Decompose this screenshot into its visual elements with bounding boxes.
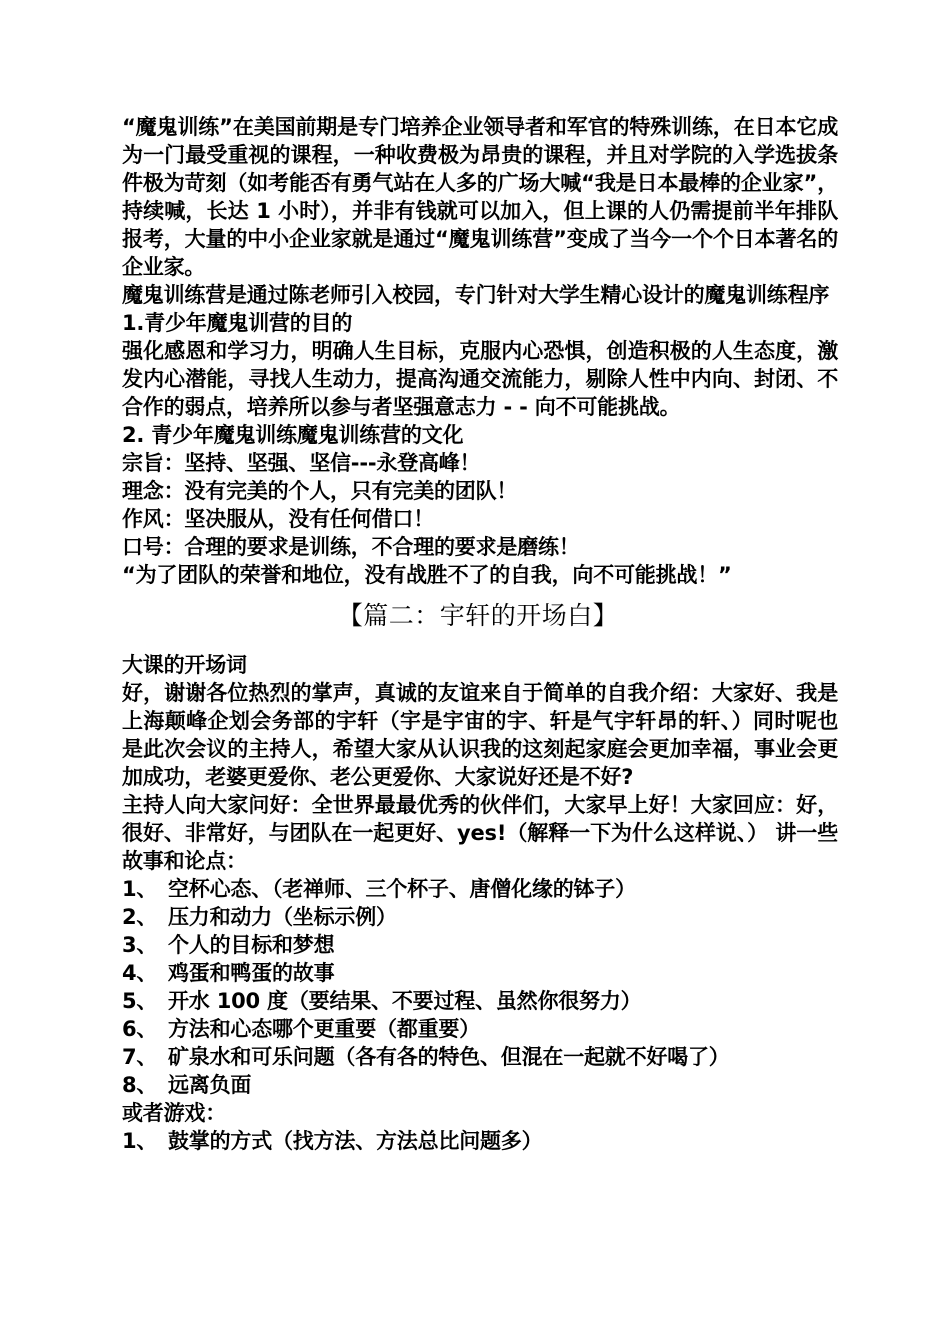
- list-item: 1、 空杯心态、（老禅师、三个杯子、唐僧化缘的钵子）: [122, 877, 636, 901]
- purpose-heading: 1.青少年魔鬼训营的目的: [122, 311, 353, 335]
- tenet-line: 宗旨：坚持、坚强、坚信---永登高峰！: [122, 451, 481, 475]
- document-page: [118, 113, 838, 1155]
- story-list: [118, 875, 838, 1099]
- list-item: 2、 压力和动力（坐标示例）: [122, 905, 397, 929]
- slogan-line: 口号：合理的要求是训练，不合理的要求是磨练！: [122, 535, 580, 559]
- list-item: 8、 远离负面: [122, 1073, 252, 1097]
- concept-line: 理念：没有完美的个人，只有完美的团队！: [122, 479, 518, 503]
- list-item: 1、 鼓掌的方式（找方法、方法总比问题多）: [122, 1129, 543, 1153]
- intro-paragraph: “魔鬼训练”在美国前期是专门培养企业领导者和军官的特殊训练，在日本它成为一门最受重视的课程，一种收费极为昂贵的课程，并且对学院的入学选拔条件极为苛刻（如考能否有勇气站在人多的广场大喊“我是日本最棒的企业家”，持续喊，长达 1 小时），并非有钱就可以加入，但上课的人仍需提前半年排队报考，大量的中小企业家就是通过“魔鬼训练营”变成了当今一个个日本著名的企业家。: [122, 115, 838, 279]
- list-item: 6、 方法和心态哪个更重要（都重要）: [122, 1017, 480, 1041]
- games-heading: 或者游戏：: [122, 1101, 226, 1125]
- culture-heading: 2. 青少年魔鬼训练魔鬼训练营的文化: [122, 423, 464, 447]
- list-item: 5、 开水 100 度（要结果、不要过程、虽然你很努力）: [122, 989, 642, 1013]
- games-list: [118, 1127, 838, 1155]
- style-line: 作风：坚决服从，没有任何借口！: [122, 507, 434, 531]
- opening-subtitle: 大课的开场词: [122, 653, 247, 677]
- purpose-paragraph: 强化感恩和学习力，明确人生目标，克服内心恐惧，创造积极的人生态度，激发内心潜能，寻找人生动力，提高沟通交流能力，剔除人性中内向、封闭、不合作的弱点，培养所以参与者坚强意志力 - - 向不可能挑战。: [122, 339, 838, 419]
- motto-line: “为了团队的荣誉和地位，没有战胜不了的自我，向不可能挑战！”: [122, 563, 732, 587]
- section-title: 【篇二：宇轩的开场白】: [337, 601, 619, 630]
- opening-paragraph: 好，谢谢各位热烈的掌声，真诚的友谊来自于简单的自我介绍：大家好、我是上海颠峰企划会务部的宇轩（宇是宇宙的宇、轩是气宇轩昂的轩、）同时呢也是此次会议的主持人，希望大家从认识我的这刻起家庭会更加幸福，事业会更加成功，老婆更爱你、老公更爱你、大家说好还是不好?: [122, 681, 838, 789]
- greeting-paragraph: 主持人向大家问好：全世界最最优秀的伙伴们，大家早上好！大家回应：好，很好、非常好，与团队在一起更好、yes!（解释一下为什么这样说、） 讲一些故事和论点：: [122, 793, 838, 873]
- list-item: 3、 个人的目标和梦想: [122, 933, 335, 957]
- list-item: 7、 矿泉水和可乐问题（各有各的特色、但混在一起就不好喝了）: [122, 1045, 730, 1069]
- list-item: 4、 鸡蛋和鸭蛋的故事: [122, 961, 335, 985]
- camp-intro-paragraph: 魔鬼训练营是通过陈老师引入校园，专门针对大学生精心设计的魔鬼训练程序: [122, 283, 830, 307]
